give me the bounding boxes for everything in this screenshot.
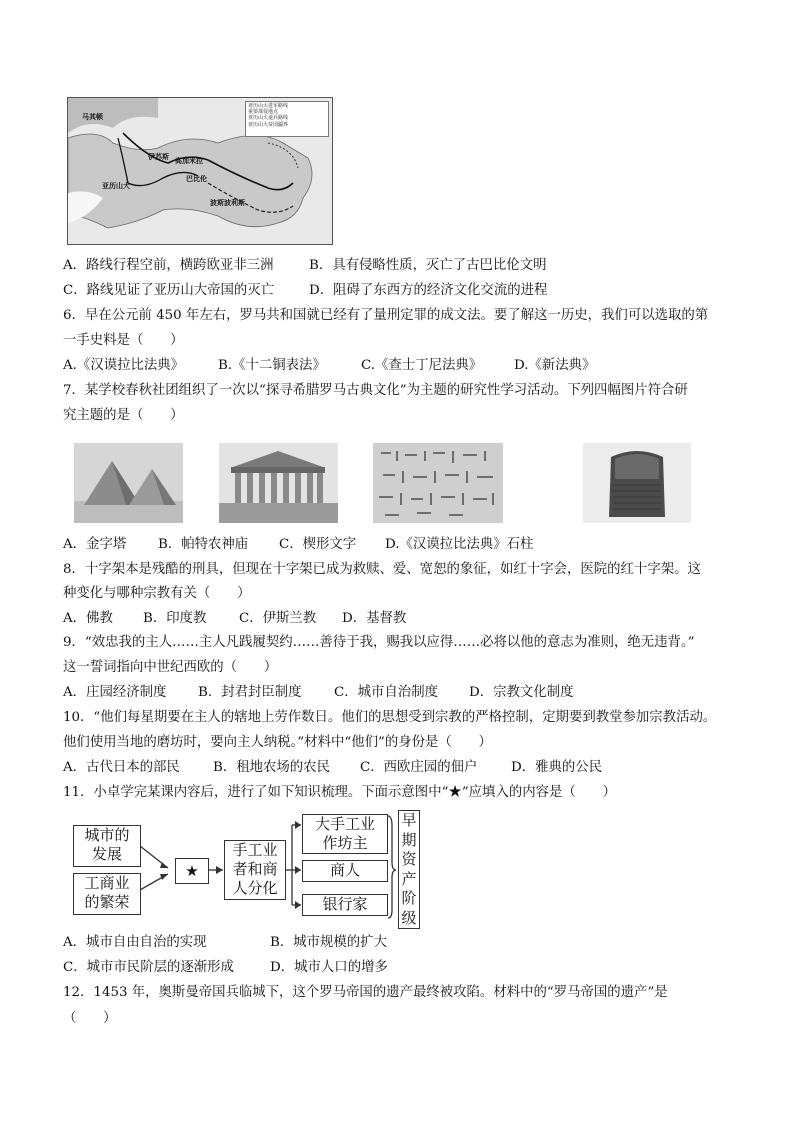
legend-item: 重要战役地点	[248, 109, 279, 116]
question-9-stem: 9．“效忠我的主人……主人凡践履契约……善待于我，赐我以应得……必将以他的意志为准则，绝无违背。”	[63, 635, 695, 650]
box-city-development	[73, 825, 141, 867]
option-a: A．古代日本的部民	[63, 760, 180, 775]
question-12-stem-cont: （ ）	[63, 1011, 117, 1026]
place-label: 马其顿	[82, 112, 103, 121]
box-merchants	[302, 860, 388, 882]
place-label: 亚历山大	[102, 181, 130, 190]
option-d: D．阻碍了东西方的经济文化交流的进程	[309, 283, 548, 298]
box-early-bourgeoisie	[398, 810, 420, 929]
place-label: 伊苏斯	[148, 152, 169, 161]
option-b: B．租地农场的农民	[213, 760, 330, 775]
legend-item: 亚历山大帝国疆界	[248, 121, 289, 128]
option-b: B．帕特农神庙	[158, 537, 249, 552]
question-9-stem-cont: 这一誓词指向中世纪西欧的（ ）	[63, 660, 278, 675]
option-d: D．宗教文化制度	[469, 685, 574, 700]
question-8-stem: 8．十字架本是残酷的刑具，但现在十字架已成为救赎、爱、宽恕的象征，如红十字会，医院的红十字架。这	[63, 562, 701, 577]
box-text: 产	[401, 869, 417, 888]
option-c: C．伊斯兰教	[239, 611, 317, 626]
option-b: B．城市规模的扩大	[270, 935, 387, 950]
option-c: C．西欧庄园的佃户	[360, 760, 478, 775]
option-a: A．城市自由自治的实现	[63, 935, 207, 950]
option-a: A．庄园经济制度	[63, 685, 167, 700]
question-6-stem: 6．早在公元前 450 年左右，罗马共和国就已经有了量刑定罪的成文法。要了解这一历史，我们可以选取的第	[63, 308, 709, 323]
box-text: 城市的	[84, 826, 130, 844]
option-b: B．具有侵略性质，灭亡了古巴比伦文明	[309, 258, 547, 273]
option-b: B.《十二铜表法》	[218, 358, 326, 373]
legend-item: 亚历山大进军路线	[248, 103, 289, 109]
question-7-stem: 7．某学校春秋社团组织了一次以“探寻希腊罗马古典文化”为主题的研究性学习活动。下列四幅图片符合研	[63, 383, 688, 398]
option-c: C．路线见证了亚历山大帝国的灭亡	[63, 283, 275, 298]
option-c: C.《查士丁尼法典》	[361, 358, 483, 373]
box-differentiation	[224, 840, 286, 900]
option-a: A．金字塔	[63, 537, 127, 552]
option-c: C．城市自治制度	[334, 685, 438, 700]
place-label: 高加米拉	[175, 156, 203, 165]
option-a: A．佛教	[63, 611, 113, 626]
option-a: A．路线行程空前，横跨欧亚非三洲	[63, 258, 274, 273]
q11-options-row2	[63, 959, 388, 977]
box-text: 银行家	[322, 895, 368, 913]
box-bankers	[302, 894, 388, 916]
box-text: 资	[401, 850, 417, 868]
option-a: A.《汉谟拉比法典》	[63, 358, 185, 373]
box-text: 发展	[91, 845, 122, 863]
box-text: 级	[401, 908, 417, 927]
place-label: 巴比伦	[186, 174, 207, 183]
box-text: 工商业	[84, 874, 130, 892]
question-12-stem: 12．1453 年，奥斯曼帝国兵临城下，这个罗马帝国的遗产最终被攻陷。材料中的“罗马帝国的遗产”是	[63, 985, 668, 1000]
star-icon: ★	[185, 862, 199, 880]
box-workshop-owners	[302, 814, 388, 854]
star-box	[175, 858, 209, 884]
box-text: 手工业	[232, 841, 278, 859]
question-7-stem-cont: 究主题的是（ ）	[63, 408, 184, 423]
place-label: 波斯波利斯	[210, 198, 245, 207]
legend-item: 亚历山大退兵路线	[248, 115, 289, 122]
question-11-stem: 11．小卓学完某课内容后，进行了如下知识梳理。下面示意图中“★”应填入的内容是（ ）	[63, 785, 616, 800]
q11-options-row1	[63, 934, 387, 952]
question-8-stem-cont: 种变化与哪种宗教有关（ ）	[63, 586, 251, 601]
question-6-stem-cont: 一手史料是（ ）	[63, 333, 184, 348]
option-b: B．印度教	[143, 611, 207, 626]
option-c: C．城市市民阶层的逐渐形成	[63, 960, 234, 975]
box-text: 阶	[401, 889, 417, 907]
option-d: D.《新法典》	[514, 358, 596, 373]
box-text: 的繁荣	[84, 893, 130, 911]
box-text: 大手工业	[314, 815, 375, 833]
box-text: 人分化	[232, 879, 278, 897]
option-b: B．封君封臣制度	[198, 685, 302, 700]
question-10-stem-cont: 他们使用当地的磨坊时，要向主人纳税。”材料中“他们”的身份是（ ）	[63, 735, 492, 750]
option-d: D．雅典的公民	[511, 760, 603, 775]
box-text: 者和商	[232, 860, 278, 878]
box-text: 期	[401, 830, 417, 849]
option-c: C．楔形文字	[279, 537, 357, 552]
option-d: D.《汉谟拉比法典》石柱	[385, 537, 534, 552]
box-commerce-prosperity	[73, 873, 141, 915]
option-d: D．城市人口的增多	[270, 960, 388, 975]
box-text: 早	[401, 811, 417, 829]
option-d: D．基督教	[342, 611, 407, 626]
box-text: 作坊主	[322, 834, 368, 852]
question-10-stem: 10．“他们每星期要在主人的辖地上劳作数日。他们的思想受到宗教的严格控制，定期要到教堂参加宗教活动。	[63, 710, 717, 725]
box-text: 商人	[329, 861, 360, 879]
